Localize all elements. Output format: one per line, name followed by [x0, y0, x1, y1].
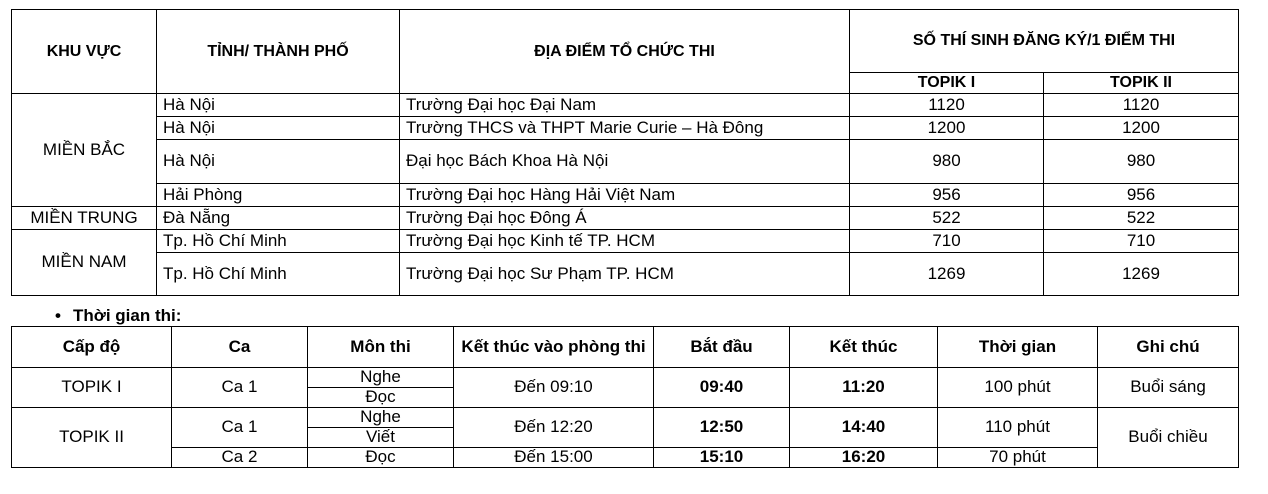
duration-cell: 70 phút: [938, 448, 1098, 468]
topik2-count: 1269: [1044, 253, 1239, 296]
topik1-count: 522: [850, 207, 1044, 230]
table-row: [12, 184, 1239, 207]
table-row: [12, 140, 1239, 184]
room-close-cell: Đến 12:20: [454, 408, 654, 448]
topik1-count: 956: [850, 184, 1044, 207]
header-start: Bắt đầu: [654, 327, 790, 368]
shift-cell: Ca 1: [172, 368, 308, 408]
subject-cell: Nghe: [308, 368, 454, 388]
table-row: [12, 368, 1239, 388]
table-row: [12, 408, 1239, 428]
table-row: [12, 230, 1239, 253]
level-cell: TOPIK II: [12, 408, 172, 468]
topik2-count: 980: [1044, 140, 1239, 184]
region-south: MIỀN NAM: [12, 230, 157, 296]
bullet-icon: •: [55, 306, 61, 325]
header-capacity: SỐ THÍ SINH ĐĂNG KÝ/1 ĐIỂM THI: [850, 10, 1239, 73]
province-cell: Tp. Hồ Chí Minh: [157, 253, 400, 296]
shift-cell: Ca 2: [172, 448, 308, 468]
header-topik1: TOPIK I: [850, 73, 1044, 94]
end-cell: 11:20: [790, 368, 938, 408]
note-cell: Buổi chiều: [1098, 408, 1239, 468]
header-end: Kết thúc: [790, 327, 938, 368]
section-title: Thời gian thi:: [73, 306, 182, 325]
province-cell: Hà Nội: [157, 94, 400, 117]
room-close-cell: Đến 15:00: [454, 448, 654, 468]
topik2-count: 956: [1044, 184, 1239, 207]
province-cell: Đà Nẵng: [157, 207, 400, 230]
topik2-count: 1120: [1044, 94, 1239, 117]
start-cell: 12:50: [654, 408, 790, 448]
header-note: Ghi chú: [1098, 327, 1239, 368]
venue-cell: Trường Đại học Sư Phạm TP. HCM: [400, 253, 850, 296]
exam-venues-table: [11, 9, 1239, 296]
level-cell: TOPIK I: [12, 368, 172, 408]
duration-cell: 110 phút: [938, 408, 1098, 448]
section-heading: [55, 306, 181, 326]
header-region: KHU VỰC: [12, 10, 157, 94]
table-row: [12, 207, 1239, 230]
subject-cell: Viết: [308, 428, 454, 448]
venue-cell: Trường THCS và THPT Marie Curie – Hà Đông: [400, 117, 850, 140]
province-cell: Hà Nội: [157, 117, 400, 140]
topik2-count: 522: [1044, 207, 1239, 230]
start-cell: 09:40: [654, 368, 790, 408]
room-close-cell: Đến 09:10: [454, 368, 654, 408]
venue-cell: Trường Đại học Đông Á: [400, 207, 850, 230]
topik1-count: 1200: [850, 117, 1044, 140]
venue-cell: Trường Đại học Kinh tế TP. HCM: [400, 230, 850, 253]
header-topik2: TOPIK II: [1044, 73, 1239, 94]
region-central: MIỀN TRUNG: [12, 207, 157, 230]
header-province: TỈNH/ THÀNH PHỐ: [157, 10, 400, 94]
province-cell: Hà Nội: [157, 140, 400, 184]
header-duration: Thời gian: [938, 327, 1098, 368]
shift-cell: Ca 1: [172, 408, 308, 448]
topik1-count: 1120: [850, 94, 1044, 117]
end-cell: 14:40: [790, 408, 938, 448]
exam-schedule-table: [11, 326, 1239, 468]
table-row: [12, 253, 1239, 296]
header-venue: ĐỊA ĐIỂM TỔ CHỨC THI: [400, 10, 850, 94]
subject-cell: Đọc: [308, 448, 454, 468]
topik1-count: 710: [850, 230, 1044, 253]
table-row: [12, 448, 1239, 468]
header-subject: Môn thi: [308, 327, 454, 368]
topik2-count: 1200: [1044, 117, 1239, 140]
province-cell: Tp. Hồ Chí Minh: [157, 230, 400, 253]
venue-cell: Trường Đại học Đại Nam: [400, 94, 850, 117]
venue-cell: Trường Đại học Hàng Hải Việt Nam: [400, 184, 850, 207]
topik1-count: 980: [850, 140, 1044, 184]
note-cell: Buổi sáng: [1098, 368, 1239, 408]
province-cell: Hải Phòng: [157, 184, 400, 207]
header-room-close: Kết thúc vào phòng thi: [454, 327, 654, 368]
region-north: MIỀN BẮC: [12, 94, 157, 207]
start-cell: 15:10: [654, 448, 790, 468]
table-row: [12, 117, 1239, 140]
topik2-count: 710: [1044, 230, 1239, 253]
subject-cell: Nghe: [308, 408, 454, 428]
venue-cell: Đại học Bách Khoa Hà Nội: [400, 140, 850, 184]
end-cell: 16:20: [790, 448, 938, 468]
header-shift: Ca: [172, 327, 308, 368]
header-level: Cấp độ: [12, 327, 172, 368]
duration-cell: 100 phút: [938, 368, 1098, 408]
subject-cell: Đọc: [308, 388, 454, 408]
table-row: [12, 94, 1239, 117]
topik1-count: 1269: [850, 253, 1044, 296]
